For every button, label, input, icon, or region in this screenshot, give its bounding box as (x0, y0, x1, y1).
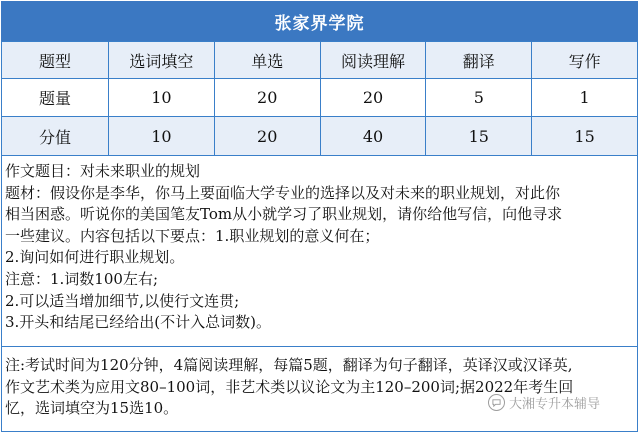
essay-text-line: 一些建议。内容包括以下要点：1.职业规划的意义何在； (5, 226, 380, 245)
table-cell: 选词填空 (109, 42, 215, 79)
table-cell: 写作 (532, 42, 638, 79)
table-cell: 1 (532, 79, 638, 117)
table-cell: 20 (214, 117, 320, 156)
exam-structure-table (1, 41, 638, 156)
table-cell: 15 (426, 117, 532, 156)
table-cell: 20 (214, 79, 320, 117)
table-cell: 单选 (214, 42, 320, 79)
table-cell: 10 (109, 79, 215, 117)
essay-text-line: 相当困惑。听说你的美国笔友Tom从小就学习了职业规划，请你给他写信，向他寻求 (5, 205, 563, 224)
table-cell: 40 (320, 117, 426, 156)
essay-text-line: 2.可以适当增加细节,以使行文连贯; (5, 291, 240, 310)
page-title: 张家界学院 (1, 1, 638, 41)
table-cell: 翻译 (426, 42, 532, 79)
table-row (2, 79, 638, 117)
essay-text-line: 注意：1.词数100左右; (5, 269, 158, 288)
essay-title: 作文题目：对未来职业的规划 (5, 162, 201, 180)
chat-bubble-icon (488, 394, 505, 411)
table-cell: 20 (320, 79, 426, 117)
table-row (2, 117, 638, 156)
table-cell: 题型 (2, 42, 109, 79)
table-cell: 5 (426, 79, 532, 117)
essay-text-line: 2.询问如何进行职业规划。 (5, 248, 185, 267)
table-cell: 10 (109, 117, 215, 156)
table-row (2, 42, 638, 79)
note-text-line: 注:考试时间为120分钟，4篇阅读理解，每篇5题，翻译为句子翻译，英译汉或汉译英, (5, 356, 573, 374)
table-cell: 分值 (2, 117, 109, 156)
exam-note-section (1, 347, 638, 432)
note-text-line: 作文艺术类为应用文80–100词，非艺术类以议论文为主120–200词;据2022年考生回 (5, 377, 574, 396)
note-text-line: 忆，选词填空为15选10。 (5, 399, 179, 418)
table-cell: 阅读理解 (320, 42, 426, 79)
essay-text-line: 题材：假设你是李华，你马上要面临大学专业的选择以及对未来的职业规划，对此你 (5, 183, 561, 202)
table-cell: 题量 (2, 79, 109, 117)
essay-prompt-section (1, 152, 638, 347)
table-cell: 15 (532, 117, 638, 156)
watermark-text: 大湘专升本辅导 (509, 397, 601, 412)
essay-text-line: 3.开头和结尾已经给出(不计入总词数)。 (5, 313, 272, 332)
watermark (488, 393, 600, 412)
